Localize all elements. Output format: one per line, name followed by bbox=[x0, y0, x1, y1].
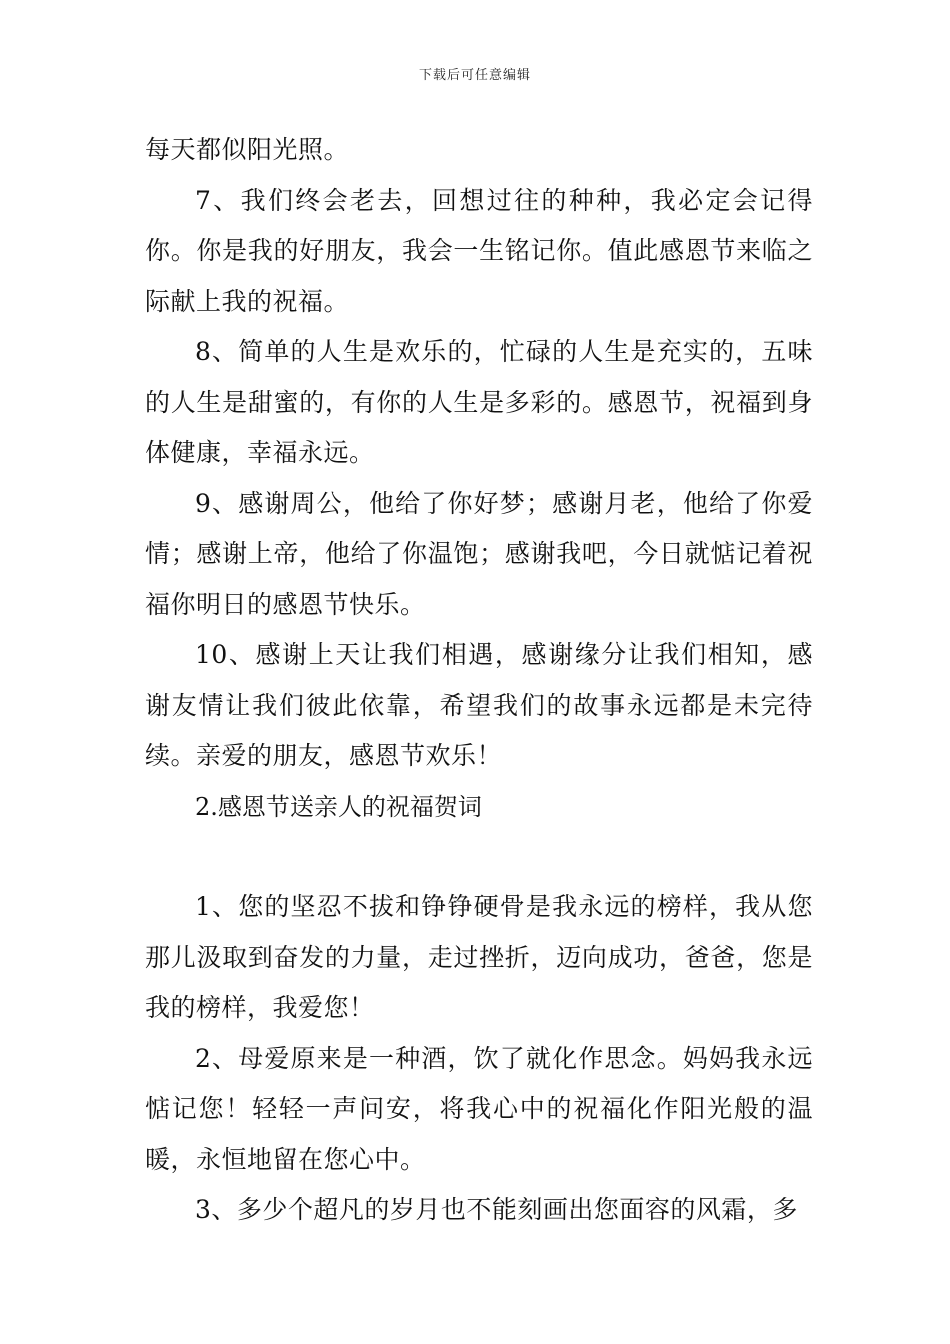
blank-line bbox=[145, 832, 813, 882]
document-body bbox=[145, 125, 813, 1236]
paragraph-item-8: 8、简单的人生是欢乐的，忙碌的人生是充实的，五味的人生是甜蜜的，有你的人生是多彩的。感恩节，祝福到身体健康，幸福永远。 bbox=[145, 337, 813, 467]
section-heading: 2.感恩节送亲人的祝福贺词 bbox=[195, 792, 482, 821]
page-header: 下载后可任意编辑 bbox=[418, 68, 531, 83]
paragraph-item-3: 3、多少个超凡的岁月也不能刻画出您面容的风霜，多 bbox=[195, 1195, 798, 1224]
paragraph-item-10: 10、感谢上天让我们相遇，感谢缘分让我们相知，感谢友情让我们彼此依靠，希望我们的故事永远都是未完待续。亲爱的朋友，感恩节欢乐！ bbox=[145, 640, 813, 770]
paragraph-item-9: 9、感谢周公，他给了你好梦；感谢月老，他给了你爱情；感谢上帝，他给了你温饱；感谢我吧，今日就惦记着祝福你明日的感恩节快乐。 bbox=[145, 488, 813, 619]
paragraph-item-2: 2、母爱原来是一种酒，饮了就化作思念。妈妈我永远惦记您！轻轻一声问安，将我心中的祝福化作阳光般的温暖，永恒地留在您心中。 bbox=[145, 1043, 813, 1174]
paragraph-continuation: 每天都似阳光照。 bbox=[145, 135, 350, 164]
paragraph-item-1: 1、您的坚忍不拔和铮铮硬骨是我永远的榜样，我从您那儿汲取到奋发的力量，走过挫折，迈向成功，爸爸，您是我的榜样，我爱您！ bbox=[145, 892, 813, 1022]
paragraph-item-7: 7、我们终会老去，回想过往的种种，我必定会记得你。你是我的好朋友，我会一生铭记你。值此感恩节来临之际献上我的祝福。 bbox=[145, 185, 813, 316]
